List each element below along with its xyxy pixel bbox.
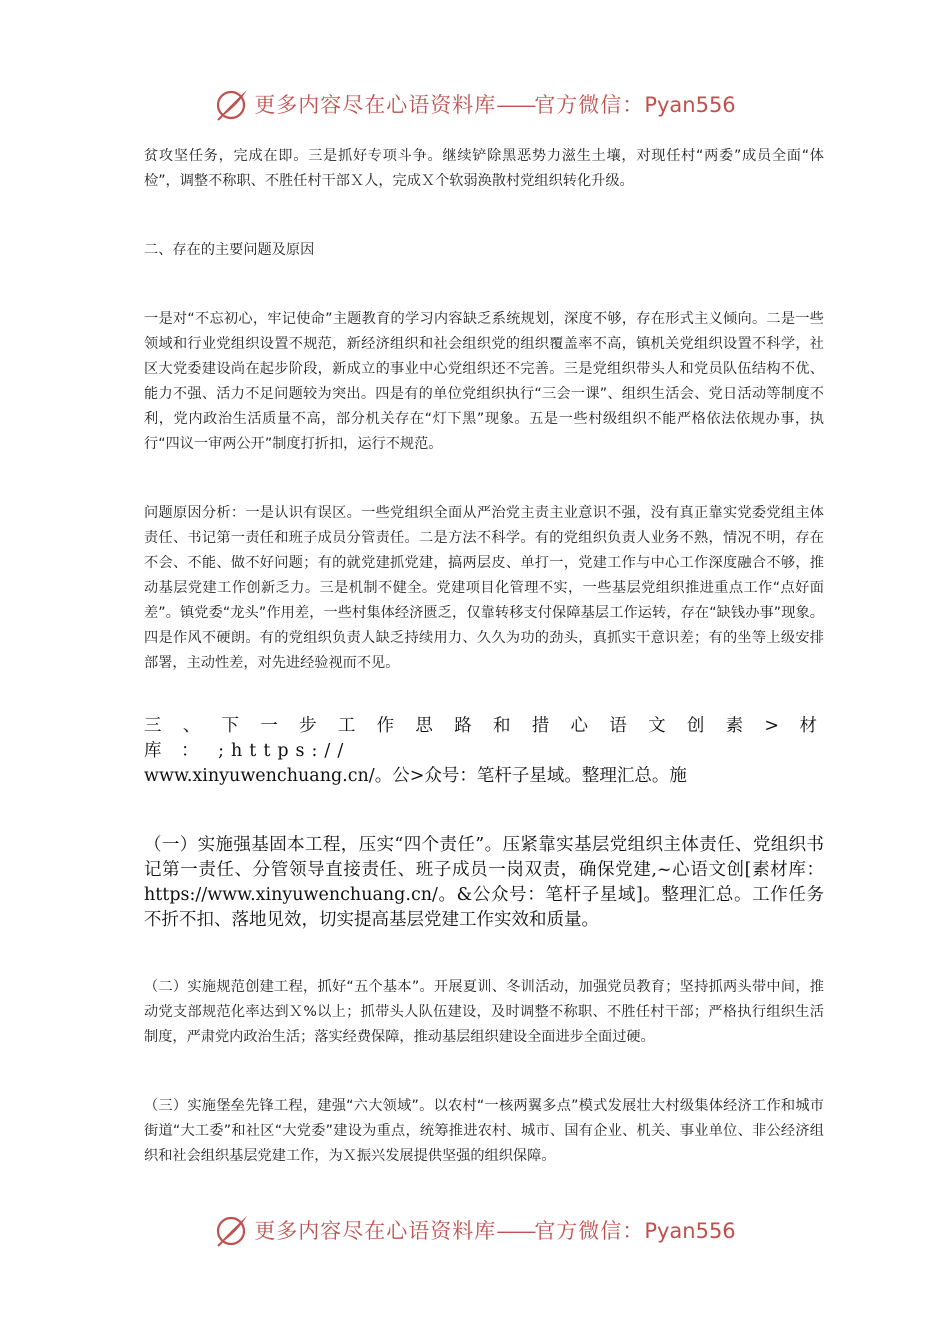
banner-text: 更多内容尽在心语资料库——官方微信：Pyan556 <box>254 93 736 117</box>
paragraph-measure-3: （三）实施堡垒先锋工程，建强“六大领域”。以农村“一核两翼多点”模式发展壮大村级集体经济工作和城市街道“大工委”和社区“大党委”建设为重点，统筹推进农村、城市、国有企业、机关、事业单位、非公经济组织和社会组织基层党建工作，为Ｘ振兴发展提供坚强的组织保障。 <box>144 1098 824 1164</box>
paragraph-cause-analysis: 问题原因分析：一是认识有误区。一些党组织全面从严治党主责主业意识不强，没有真正靠实党委党组主体责任、书记第一责任和班子成员分管责任。二是方法不科学。有的党组织负责人业务不熟，情况不明，存在不会、不能、做不好问题；有的就党建抓党建，搞两层皮、单打一，党建工作与中心工作深度融合不够，推动基层党建工作创新乏力。三是机制不健全。党建项目化管理不实，一些基层党组织推进重点工作“点好面差”。镇党委“龙头”作用差，一些村集体经济匮乏，仅靠转移支付保障基层工作运转，存在“缺钱办事”现象。四是作风不硬朗。有的党组织负责人缺乏持续用力、久久为功的劲头，真抓实干意识差；有的坐等上级安排部署，主动性差，对先进经验视而不见。 <box>144 505 824 671</box>
quill-logo-icon <box>214 86 250 122</box>
section-heading-2: 二、存在的主要问题及原因 <box>144 242 315 258</box>
section-heading-3-line2: www.xinyuwenchuang.cn/。公>众号：笔杆子星域。整理汇总。施 <box>144 766 687 786</box>
paragraph-continuation: 贫攻坚任务，完成在即。三是抓好专项斗争。继续铲除黑恶势力滋生土壤，对现任村“两委”成员全面“体检”，调整不称职、不胜任村干部Ｘ人，完成Ｘ个软弱涣散村党组织转化升级。 <box>144 148 824 189</box>
paragraph-measure-2: （二）实施规范创建工程，抓好“五个基本”。开展夏训、冬训活动，加强党员教育；坚持抓两头带中间，推动党支部规范化率达到Ｘ%以上；抓带头人队伍建设，及时调整不称职、不胜任村干部；严格执行组织生活制度，严肃党内政治生活；落实经费保障，推动基层组织建设全面进步全面过硬。 <box>144 979 824 1045</box>
footer-banner <box>0 1210 950 1250</box>
quill-logo-icon <box>214 1212 250 1248</box>
section-heading-3-line1: 三 、 下 一 步 工 作 思 路 和 措 心 语 文 创 素 > 材 库 ： ;https:// <box>144 716 824 761</box>
paragraph-measure-1: （一）实施强基固本工程，压实“四个责任”。压紧靠实基层党组织主体责任、党组织书记第一责任、分管领导直接责任、班子成员一岗双责，确保党建,~心语文创[素材库：https://www.xinyuwenchuang.cn/。&公众号：笔杆子星域]。整理汇总。工作任务不折不扣、落地见效，切实提高基层党建工作实效和质量。 <box>144 835 824 930</box>
paragraph-problems: 一是对“不忘初心，牢记使命”主题教育的学习内容缺乏系统规划，深度不够，存在形式主义倾向。二是一些领域和行业党组织设置不规范，新经济组织和社会组织党的组织覆盖率不高，镇机关党组织设置不科学，社区大党委建设尚在起步阶段，新成立的事业中心党组织还不完善。三是党组织带头人和党员队伍结构不优、能力不强、活力不足问题较为突出。四是有的单位党组织执行“三会一课”、组织生活会、党日活动等制度不利，党内政治生活质量不高，部分机关存在“灯下黑”现象。五是一些村级组织不能严格依法依规办事，执行“四议一审两公开”制度打折扣，运行不规范。 <box>144 311 824 452</box>
document-body <box>144 144 824 1169</box>
header-banner <box>0 84 950 124</box>
banner-text: 更多内容尽在心语资料库——官方微信：Pyan556 <box>254 1219 736 1243</box>
